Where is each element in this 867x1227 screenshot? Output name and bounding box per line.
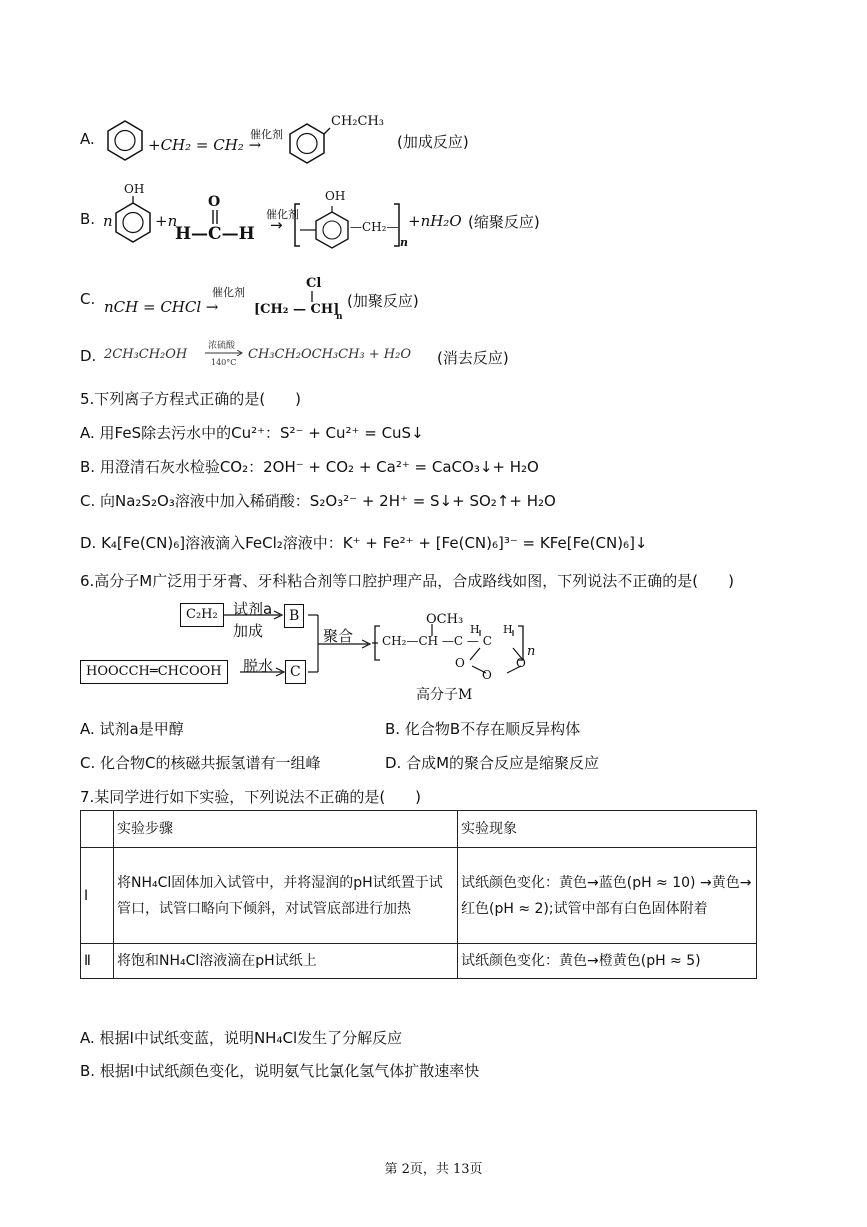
- q5-option-c: C. 向Na₂S₂O₃溶液中加入稀硝酸：S₂O₃²⁻ + 2H⁺ = S↓+ SO₂↑+ H₂O: [80, 492, 556, 510]
- q4-a-catalyst: 催化剂: [250, 128, 283, 141]
- q5-option-a: A. 用FeS除去污水中的Cu²⁺：S²⁻ + Cu²⁺ = CuS↓: [80, 424, 424, 442]
- polymer-m-name: 高分子M: [416, 687, 473, 703]
- ethylbenzene-structure: [287, 120, 331, 164]
- q6-option-a: A. 试剂a是甲醇: [80, 720, 184, 738]
- row-result: 试纸颜色变化：黄色→橙黄色(pH ≈ 5): [458, 944, 757, 979]
- c2h2-box: C₂H₂: [180, 603, 224, 627]
- maleic-acid-box: HOOCCH═CHCOOH: [80, 660, 228, 684]
- h-atom-2: H: [503, 623, 513, 636]
- q4-c-chlorine: Cl: [306, 276, 322, 291]
- header-results: 实验现象: [458, 811, 757, 848]
- benzene-structure: [105, 118, 145, 162]
- row-id: Ⅰ: [81, 848, 114, 944]
- compound-b-box: B: [284, 604, 304, 628]
- q4-b-note: (缩聚反应): [468, 213, 540, 231]
- header-blank: [81, 811, 114, 848]
- q5-option-b: B. 用澄清石灰水检验CO₂：2OH⁻ + CO₂ + Ca²⁺ = CaCO₃↓+ H₂O: [80, 458, 539, 476]
- q4-b-product-oh: OH: [325, 189, 346, 203]
- double-bond: [208, 210, 222, 226]
- q4-b-n: n: [103, 212, 113, 230]
- header-steps: 实验步骤: [114, 811, 458, 848]
- q4-option-c-label: C.: [80, 290, 96, 308]
- q7-option-a: A. 根据Ⅰ中试纸变蓝，说明NH₄Cl发生了分解反应: [80, 1029, 403, 1047]
- reaction-arrow: →: [270, 216, 283, 234]
- methoxy-group: OCH₃: [426, 612, 464, 627]
- q4-c-catalyst: 催化剂: [212, 286, 245, 299]
- dehydrate-label: 脱水: [243, 657, 274, 675]
- q4-b-phenol-oh: OH: [124, 182, 145, 196]
- h-atom-1: H: [470, 623, 480, 636]
- q4-c-polymer: [CH₂ — CH]: [254, 302, 340, 317]
- q4-d-condition-top: 浓硫酸: [208, 341, 236, 351]
- q4-c-equation: nCH = CHCl →: [104, 298, 219, 316]
- q4-a-note: (加成反应): [397, 133, 469, 151]
- reagent-a-label: 试剂a: [233, 600, 273, 618]
- q7-stem: 7.某同学进行如下实验，下列说法不正确的是( ): [80, 788, 422, 806]
- q4-b-tail: +nH₂O: [408, 212, 462, 230]
- q4-d-right: CH₃CH₂OCH₃CH₃ + H₂O: [248, 347, 412, 362]
- q6-option-d: D. 合成M的聚合反应是缩聚反应: [385, 754, 600, 772]
- q4-option-a-label: A.: [80, 130, 95, 148]
- q5-option-d: D. K₄[Fe(CN)₆]溶液滴入FeCl₂溶液中：K⁺ + Fe²⁺ + [Fe(CN)₆]³⁻ = KFe[Fe(CN)₆]↓: [80, 534, 648, 552]
- q6-option-c: C. 化合物C的核磁共振氢谱有一组峰: [80, 754, 321, 772]
- table-header-row: [81, 811, 757, 848]
- phenol-structure: [113, 196, 153, 244]
- condition-arrow: [205, 350, 245, 356]
- page-footer: 第 2页，共 13页: [384, 1162, 483, 1177]
- q4-d-left: 2CH₃CH₂OH: [104, 347, 188, 362]
- q6-option-b: B. 化合物B不存在顺反异构体: [385, 720, 581, 738]
- q4-option-b-label: B.: [80, 210, 96, 228]
- q4-b-plus-n: +n: [155, 212, 178, 230]
- compound-c-box: C: [285, 660, 306, 684]
- q4-c-n: n: [336, 312, 343, 322]
- row-step: 将饱和NH₄Cl溶液滴在pH试纸上: [114, 944, 458, 979]
- carbonyl-o-right: O: [516, 656, 526, 670]
- row-result: 试纸颜色变化：黄色→蓝色(pH ≈ 10) →黄色→红色(pH ≈ 2);试管中部有白色固体附着: [458, 848, 757, 944]
- q4-a-equation: +CH₂ = CH₂ →: [148, 136, 262, 154]
- q4-b-formaldehyde: H—C—H: [175, 224, 255, 244]
- q7-option-b: B. 根据Ⅰ中试纸颜色变化，说明氨气比氯化氢气体扩散速率快: [80, 1062, 480, 1080]
- q4-b-subscript-n: n: [400, 236, 408, 249]
- polymerize-label: 聚合: [323, 627, 354, 645]
- polymer-chain: CH₂—CH —C — C: [382, 634, 492, 648]
- row-step: 将NH₄Cl固体加入试管中，并将湿润的pH试纸置于试管口，试管口略向下倾斜，对试管底部进行加热: [114, 848, 458, 944]
- carbonyl-o-left: O: [455, 656, 465, 670]
- polymer-n: n: [527, 644, 536, 659]
- q4-b-catalyst: 催化剂: [266, 208, 299, 221]
- ring-oxygen: O: [482, 668, 492, 682]
- q4-b-ch2: —CH₂—: [350, 220, 399, 234]
- row-id: Ⅱ: [81, 944, 114, 979]
- table-row: [81, 944, 757, 979]
- q4-a-substituent: CH₂CH₃: [331, 114, 384, 129]
- experiment-table: [80, 810, 757, 979]
- q4-d-condition-bottom: 140°C: [211, 358, 237, 367]
- q5-stem: 5.下列离子方程式正确的是( ): [80, 390, 302, 408]
- q4-d-note: (消去反应): [437, 349, 509, 367]
- table-row: [81, 848, 757, 944]
- q4-b-oxygen: O: [208, 194, 221, 210]
- addition-label: 加成: [233, 622, 264, 640]
- q4-option-d-label: D.: [80, 347, 97, 365]
- q4-c-note: (加聚反应): [347, 292, 419, 310]
- q6-stem: 6.高分子M广泛用于牙膏、牙科粘合剂等口腔护理产品，合成路线如图，下列说法不正确的是( ): [80, 572, 734, 590]
